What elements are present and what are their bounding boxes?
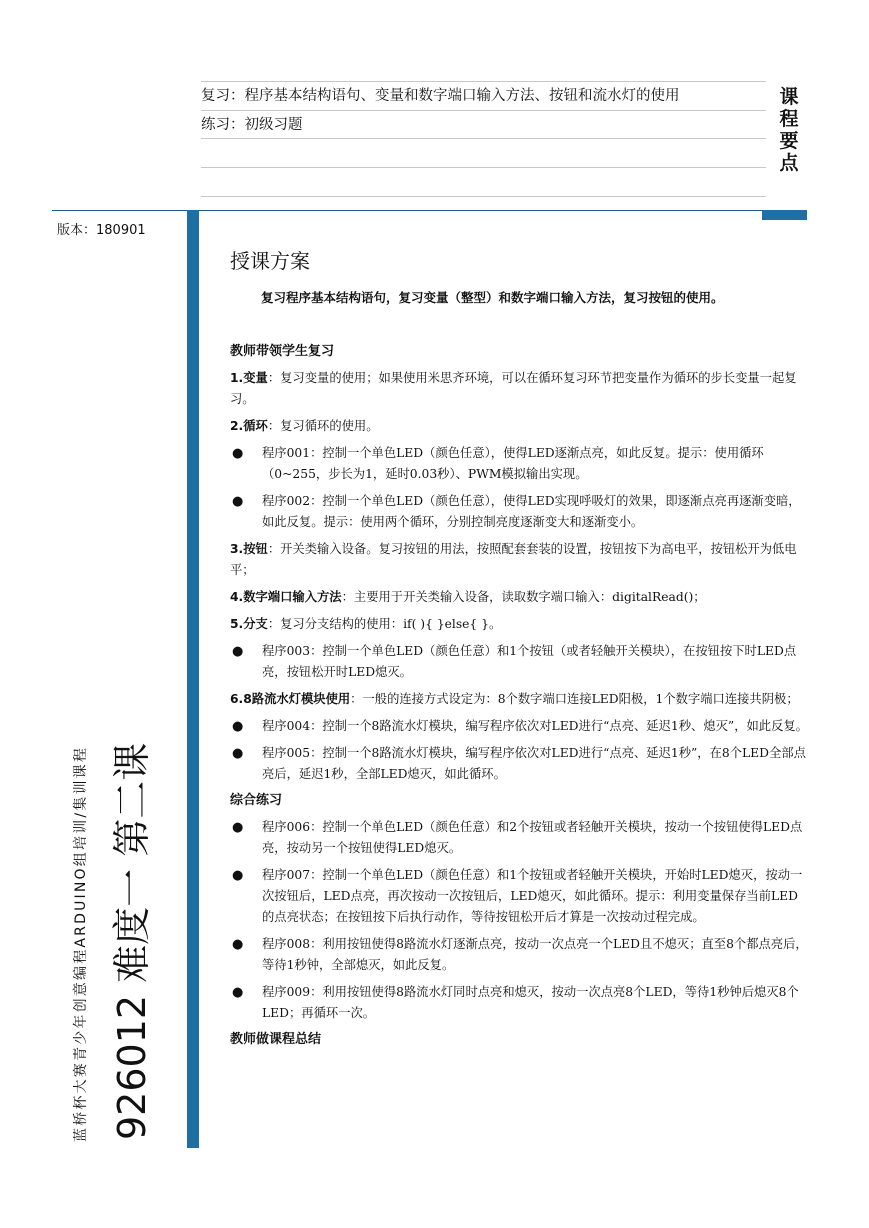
section-review-heading: 教师带领学生复习 xyxy=(230,344,335,359)
course-series-label: 蓝桥杯大赛青少年创意编程ARDUINO组培训/集训课程 xyxy=(73,745,89,1142)
program-005 xyxy=(230,743,810,785)
item-label: 1.变量 xyxy=(230,371,268,385)
item-led-module xyxy=(230,689,810,710)
item-label: 4.数字端口输入方法 xyxy=(230,590,342,604)
plan-title: 授课方案 xyxy=(230,249,310,273)
program-text: 程序006：控制一个单色LED（颜色任意）和2个按钮或者轻触开关模块，按动一个按钮使得LED点亮，按动另一个按钮使得LED熄灭。 xyxy=(262,820,803,855)
key-points-char: 程 xyxy=(779,108,799,130)
kp-rule-3 xyxy=(201,167,766,168)
bullet-icon: ● xyxy=(232,644,244,659)
program-text: 程序003：控制一个单色LED（颜色任意）和1个按钮（或者轻触开关模块），在按钮按下时LED点亮，按钮松开时LED熄灭。 xyxy=(262,644,797,679)
item-label: 2.循环 xyxy=(230,419,268,433)
item-text: ：开关类输入设备。复习按钮的用法，按照配套套装的设置，按钮按下为高电平，按钮松开为低电平； xyxy=(230,542,797,577)
item-loop xyxy=(230,416,810,437)
item-text: ：复习分支结构的使用：if( ){ }else{ }。 xyxy=(267,617,502,631)
lesson-plan xyxy=(230,246,810,1056)
program-text: 程序009：利用按钮使得8路流水灯同时点亮和熄灭，按动一次点亮8个LED，等待1秒钟后熄灭8个LED；再循环一次。 xyxy=(262,985,799,1020)
item-branch xyxy=(230,614,810,635)
program-009 xyxy=(230,982,810,1024)
item-label: 3.按钮 xyxy=(230,542,268,556)
bullet-icon: ● xyxy=(232,820,244,835)
program-text: 程序008：利用按钮使得8路流水灯逐渐点亮，按动一次点亮一个LED且不熄灭；直至8个都点亮后，等待1秒钟，全部熄灭，如此反复。 xyxy=(262,937,808,972)
kp-line-review: 复习：程序基本结构语句、变量和数字端口输入方法、按钮和流水灯的使用 xyxy=(201,88,680,104)
kp-rule-0 xyxy=(201,81,766,82)
plan-summary: 复习程序基本结构语句，复习变量（整型）和数字端口输入方法，复习按钮的使用。 xyxy=(261,290,724,305)
program-007 xyxy=(230,865,810,928)
bullet-icon: ● xyxy=(232,937,244,952)
program-003 xyxy=(230,641,810,683)
item-variable xyxy=(230,368,810,410)
kp-line-practice: 练习：初级习题 xyxy=(201,117,303,133)
program-001 xyxy=(230,443,810,485)
item-text: ：主要用于开关类输入设备，读取数字端口输入：digitalRead()； xyxy=(341,590,706,604)
program-004 xyxy=(230,716,810,737)
item-digital-input xyxy=(230,587,810,608)
key-points-char: 点 xyxy=(779,152,799,174)
top-rule xyxy=(52,210,762,211)
key-points-char: 课 xyxy=(779,86,799,108)
kp-rule-1 xyxy=(201,110,766,111)
program-008 xyxy=(230,934,810,976)
bullet-icon: ● xyxy=(232,494,244,509)
key-points-char: 要 xyxy=(779,130,799,152)
item-text: ：复习变量的使用；如果使用米思齐环境，可以在循环复习环节把变量作为循环的步长变量一起复习。 xyxy=(230,371,797,406)
program-text: 程序005：控制一个8路流水灯模块，编写程序依次对LED进行“点亮、延迟1秒”，在8个LED全部点亮后，延迟1秒，全部LED熄灭，如此循环。 xyxy=(262,746,806,781)
kp-rule-2 xyxy=(201,138,766,139)
key-points-title xyxy=(775,86,803,174)
section-summary-heading: 教师做课程总结 xyxy=(230,1032,322,1047)
program-text: 程序007：控制一个单色LED（颜色任意）和1个按钮或者轻触开关模块，开始时LED熄灭，按动一次按钮后，LED点亮，再次按动一次按钮后，LED熄灭，如此循环。提示：利用变量保存当前LED的点亮状态；在按钮按下后执行动作，等待按钮松开后才算是一次按动过程完成。 xyxy=(262,868,803,924)
program-002 xyxy=(230,491,810,533)
section-practice-heading: 综合练习 xyxy=(230,793,283,808)
program-text: 程序001：控制一个单色LED（颜色任意），使得LED逐渐点亮，如此反复。提示：使用循环（0~255，步长为1，延时0.03秒）、PWM模拟输出实现。 xyxy=(262,446,764,481)
accent-block xyxy=(762,210,807,220)
bullet-icon: ● xyxy=(232,746,244,761)
bullet-icon: ● xyxy=(232,868,244,883)
bullet-icon: ● xyxy=(232,985,244,1000)
version-label: 版本：180901 xyxy=(57,223,146,238)
program-text: 程序002：控制一个单色LED（颜色任意），使得LED实现呼吸灯的效果，即逐渐点亮再逐渐变暗，如此反复。提示：使用两个循环，分别控制亮度逐渐变大和逐渐变小。 xyxy=(262,494,801,529)
program-006 xyxy=(230,817,810,859)
course-title: 926012 难度一 第二课 xyxy=(110,742,154,1140)
item-label: 5.分支 xyxy=(230,617,268,631)
item-button xyxy=(230,539,810,581)
item-text: ：复习循环的使用。 xyxy=(267,419,379,433)
program-text: 程序004：控制一个8路流水灯模块，编写程序依次对LED进行“点亮、延迟1秒、熄灭”，如此反复。 xyxy=(262,719,808,733)
bullet-icon: ● xyxy=(232,719,244,734)
item-text: ：一般的连接方式设定为：8个数字端口连接LED阳极，1个数字端口连接共阴极； xyxy=(350,692,799,706)
kp-rule-4 xyxy=(201,196,766,197)
item-label: 6.8路流水灯模块使用 xyxy=(230,692,351,706)
left-accent-bar xyxy=(187,210,199,1148)
bullet-icon: ● xyxy=(232,446,244,461)
